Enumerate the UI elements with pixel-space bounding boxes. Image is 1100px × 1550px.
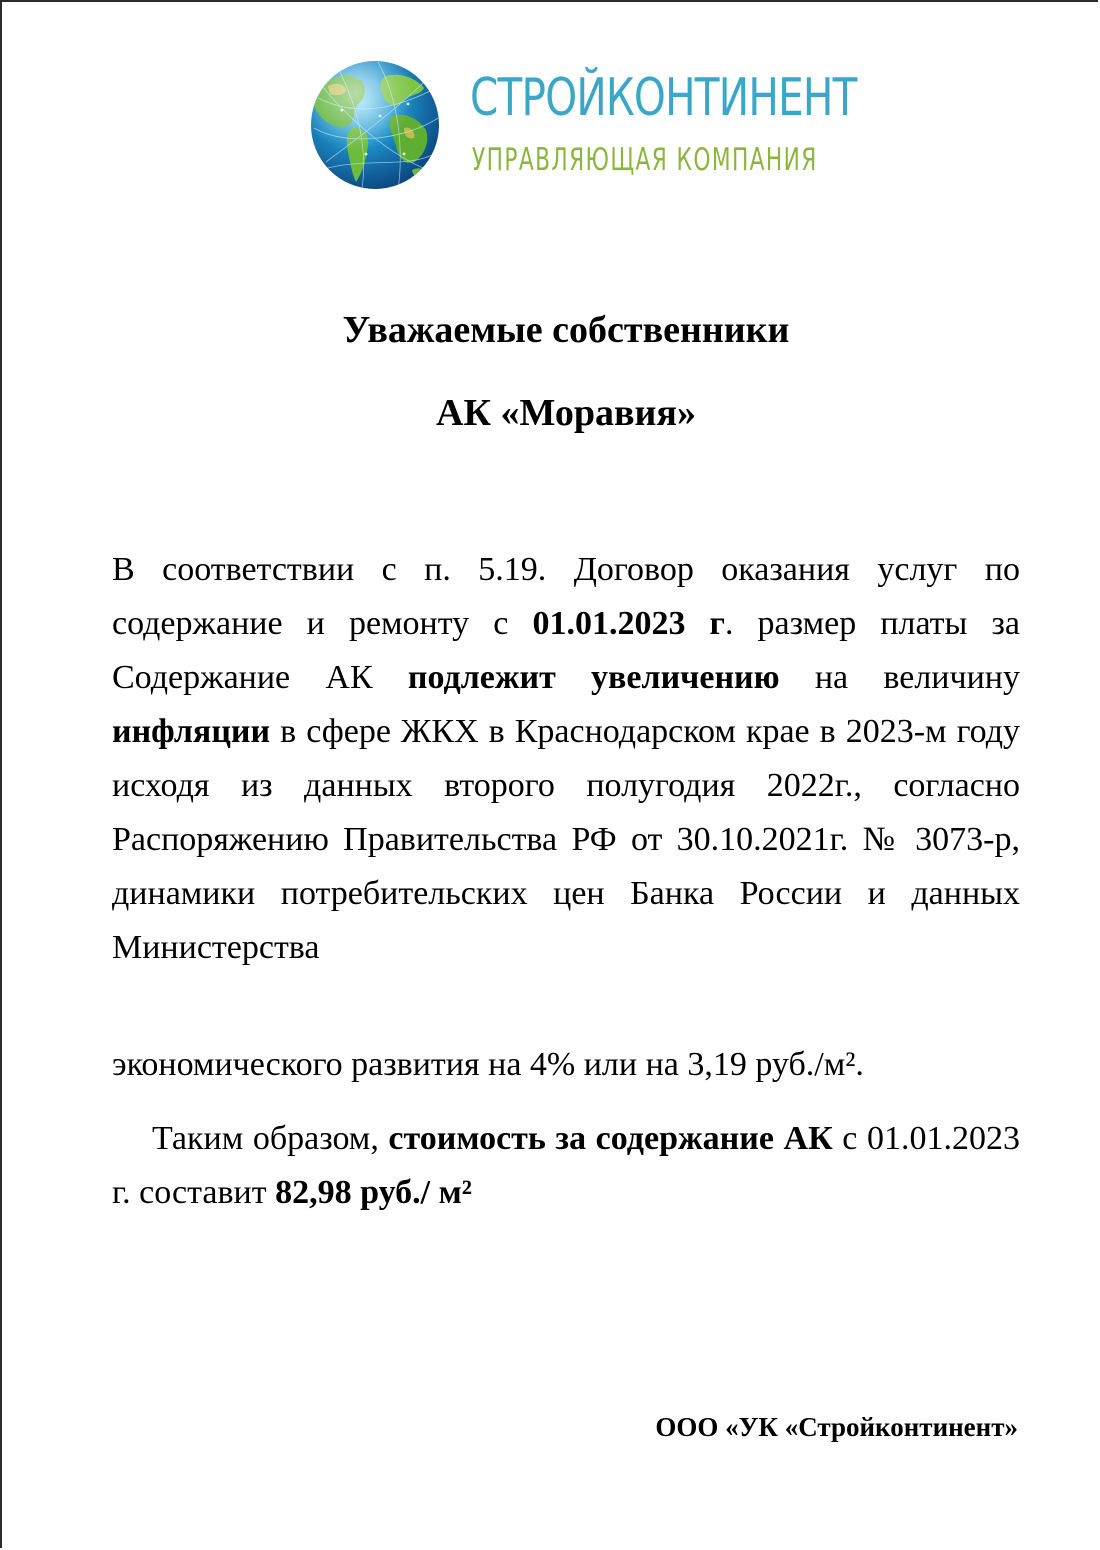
increase-phrase: подлежит увеличению: [407, 659, 780, 696]
text-run: Таким образом,: [152, 1120, 389, 1157]
company-signature: ООО «УК «Стройконтинент»: [655, 1412, 1018, 1442]
new-price-value: 82,98 руб./ м²: [275, 1174, 472, 1211]
increase-amount-line: экономического развития на 4% или на 3,19 руб./м².: [112, 1046, 864, 1083]
text-run: . размер платы за Содержание АК: [112, 605, 1020, 696]
text-run: на величину: [779, 659, 1020, 696]
company-brand-name: СТРОЙКОНТИНЕНТ: [470, 68, 857, 128]
notice-paragraph: [112, 543, 1020, 975]
globe-icon: [308, 58, 442, 192]
complex-name-heading: АК «Моравия»: [436, 392, 696, 434]
text-run: с 01.01.2023 г. составит: [112, 1120, 1020, 1211]
text-run: В соответствии с п. 5.19. Договор оказания услуг по содержание и ремонту с: [112, 551, 1020, 642]
new-price-paragraph: [112, 1112, 1020, 1220]
inflation-word: инфляции: [112, 713, 271, 750]
company-logo: [308, 58, 857, 190]
effective-date: 01.01.2023 г: [532, 605, 725, 642]
text-run: в сфере ЖКХ в Краснодарском крае в 2023-м году исходя из данных второго полугодия 2022г., согласно Распоряжению Правительства РФ от 30.10.2021г. № 3073-р, динамики потребительских цен Банка России и данных Министерства: [112, 713, 1020, 966]
cost-phrase: стоимость за содержание АК: [388, 1120, 833, 1157]
company-tagline: УПРАВЛЯЮЩАЯ КОМПАНИЯ: [472, 142, 818, 178]
greeting-heading: Уважаемые собственники: [342, 309, 790, 351]
